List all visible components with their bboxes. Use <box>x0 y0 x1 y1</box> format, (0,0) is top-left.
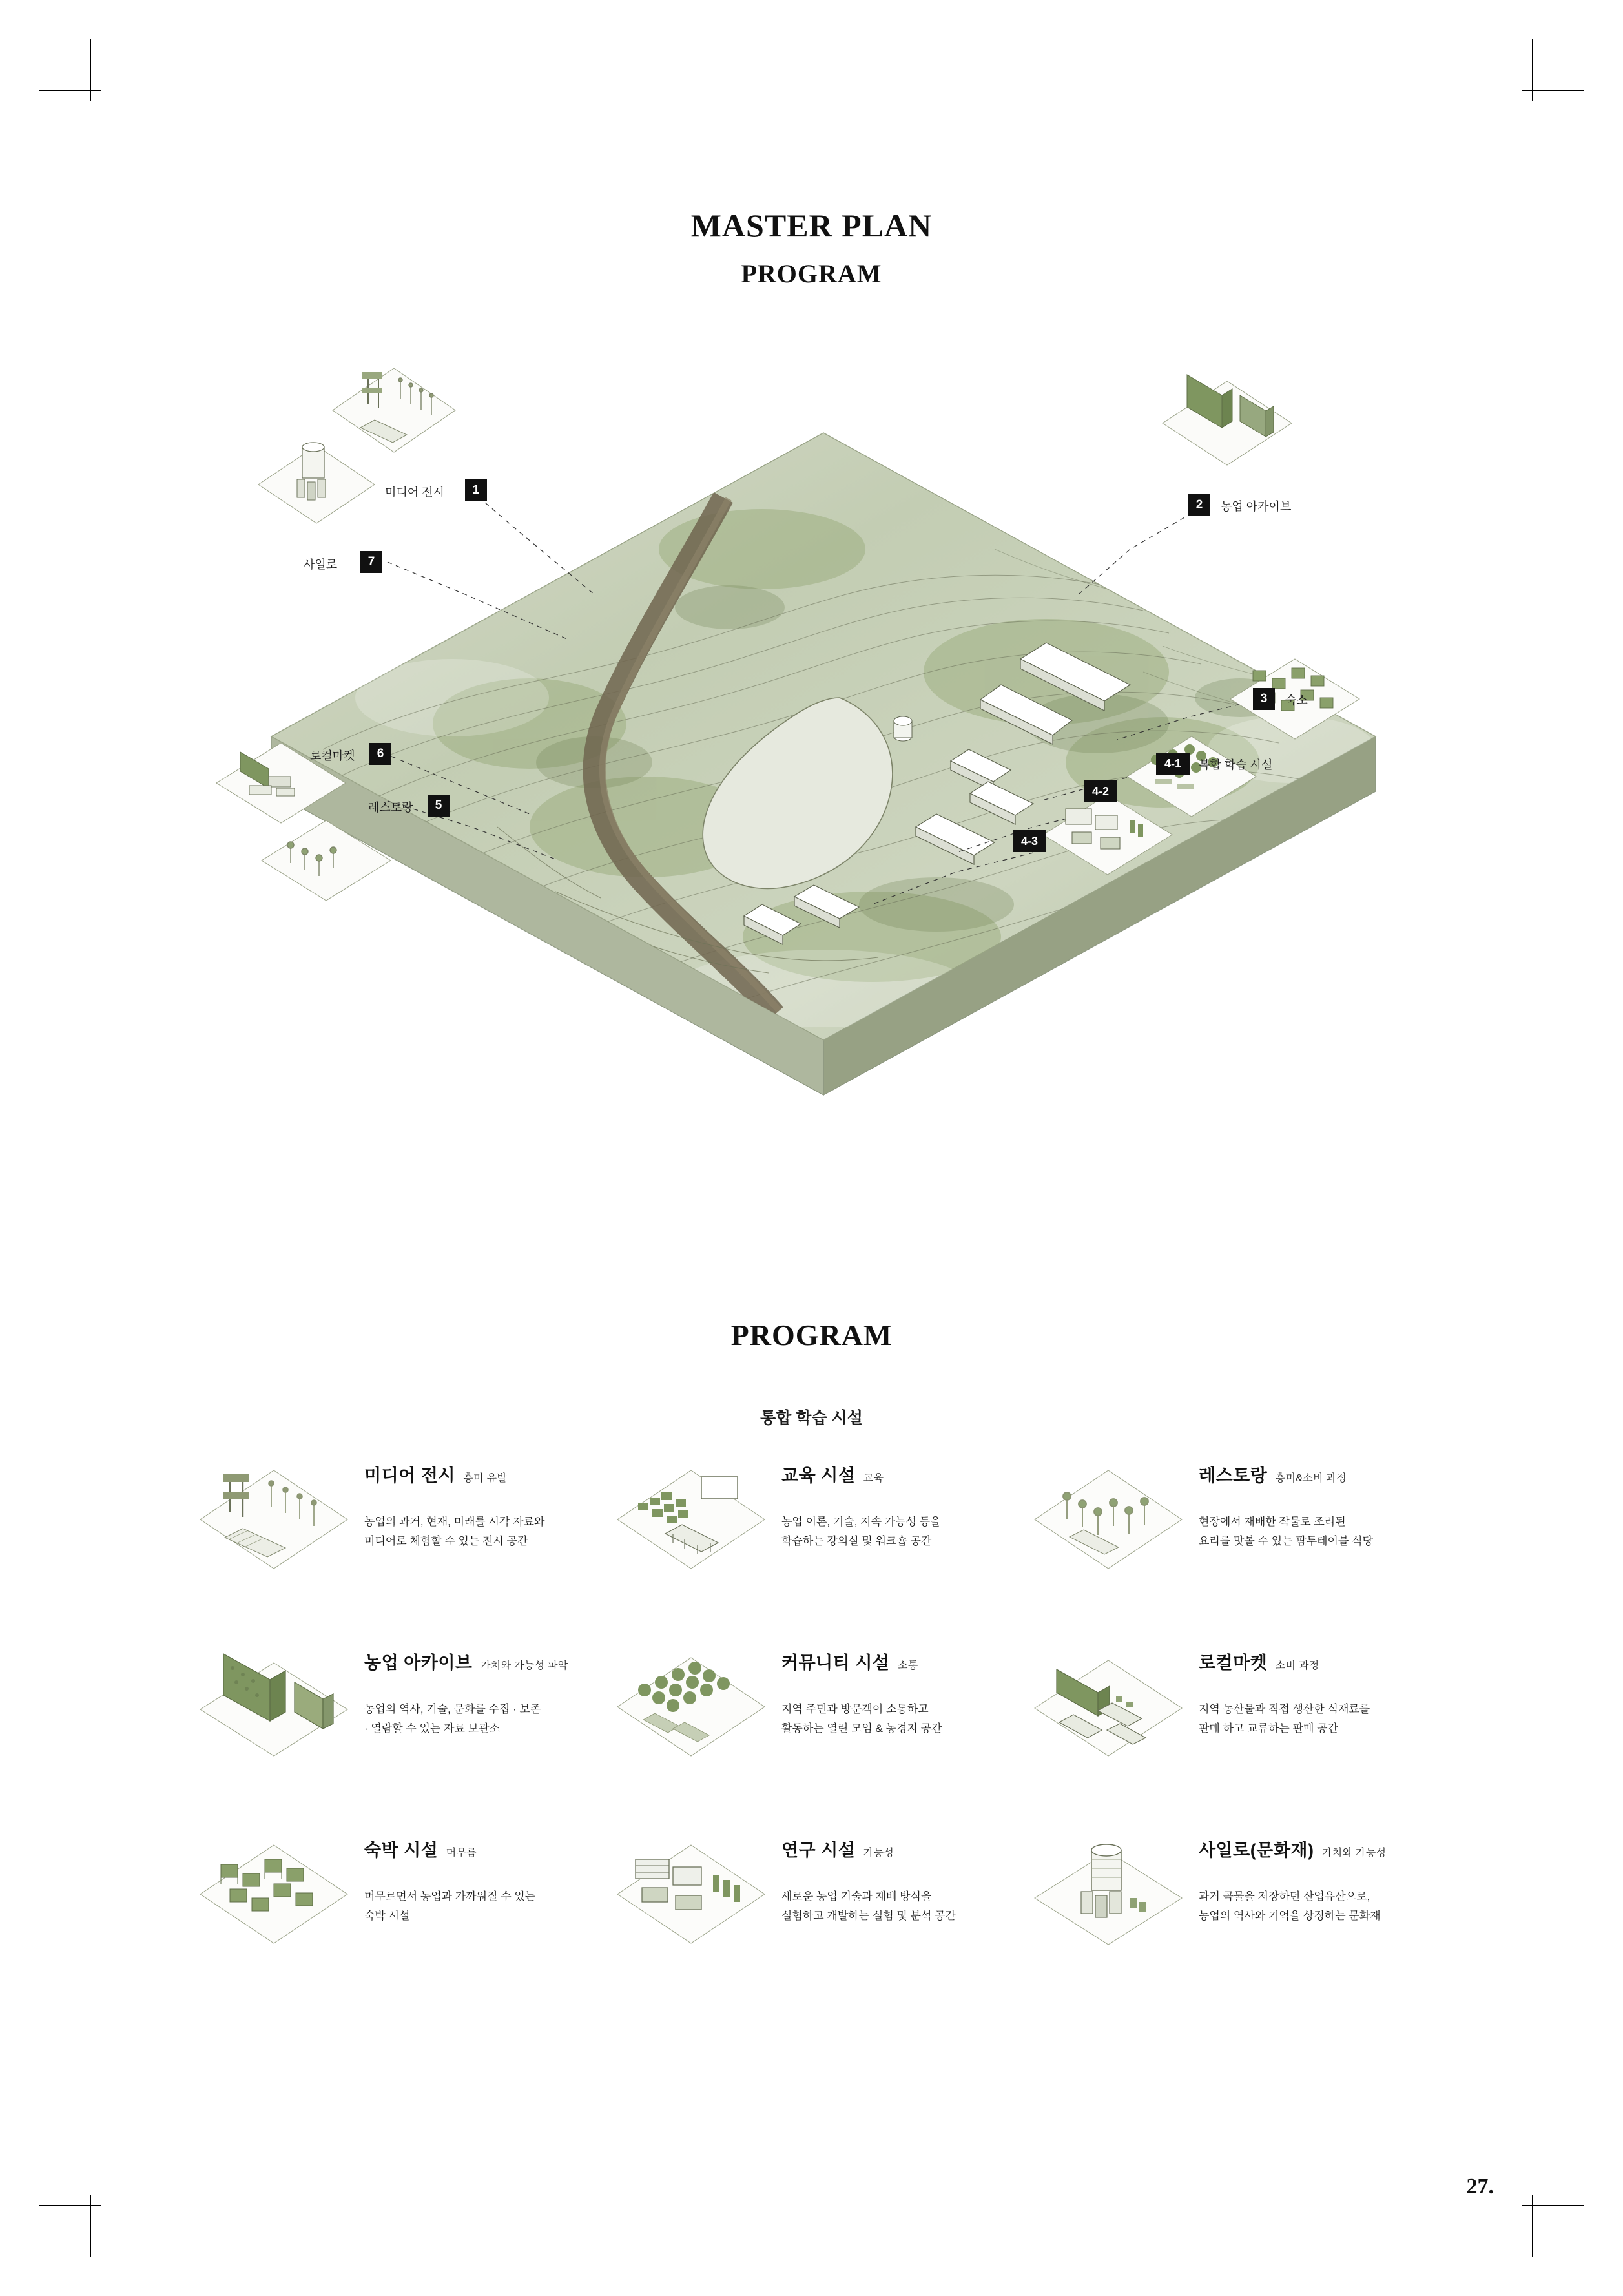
program-desc-line: 현장에서 재배한 작물로 조리된 <box>1199 1516 1346 1528</box>
crop-mark-bottom-right-h <box>1522 2205 1584 2206</box>
program-cell-media-exhibition <box>187 1447 605 1594</box>
program-desc-line: 숙박 시설 <box>364 1909 410 1922</box>
callout-6[interactable]: 6 <box>369 743 391 765</box>
program-cell-education-facility <box>605 1447 1022 1594</box>
program-title: 숙박 시설 <box>364 1841 439 1860</box>
program-title: 사일로(문화재) <box>1199 1841 1314 1860</box>
callout-label-4-1: 복합 학습 시설 <box>1199 758 1273 771</box>
program-desc-line: 활동하는 열린 모임 & 농경지 공간 <box>781 1722 942 1735</box>
crop-mark-bottom-left-h <box>39 2205 101 2206</box>
program-text-community-facility <box>778 1634 1014 1738</box>
callout-label-2: 농업 아카이브 <box>1221 500 1292 513</box>
program-cell-agriculture-archive <box>187 1634 605 1782</box>
program-keyword: 가치와 가능성 <box>1321 1848 1387 1859</box>
program-keyword: 교육 <box>863 1473 884 1484</box>
page-title-master-plan: MASTER PLAN <box>690 207 933 244</box>
silo-heritage-icon <box>1022 1822 1195 1969</box>
program-text-accommodation <box>360 1822 597 1926</box>
program-desc-line: 요리를 맛볼 수 있는 팜투테이블 식당 <box>1199 1534 1373 1547</box>
program-title: 미디어 전시 <box>364 1466 455 1485</box>
program-description <box>781 1700 1014 1738</box>
program-description <box>781 1887 1014 1926</box>
program-keyword: 가능성 <box>863 1848 894 1859</box>
local-market-icon <box>1022 1634 1195 1782</box>
crop-mark-top-right-v <box>1532 39 1533 101</box>
callout-4-3[interactable]: 4-3 <box>1013 830 1046 852</box>
callout-4-1[interactable]: 4-1 <box>1156 753 1190 775</box>
program-desc-line: 판매 하고 교류하는 판매 공간 <box>1199 1722 1338 1735</box>
program-row-3 <box>187 1822 1440 1969</box>
agriculture-archive-icon <box>187 1634 360 1782</box>
program-desc-line: 새로운 농업 기술과 재배 방식을 <box>781 1890 932 1903</box>
program-keyword: 머무름 <box>446 1848 477 1859</box>
program-keyword: 소통 <box>897 1660 918 1671</box>
program-cell-accommodation <box>187 1822 605 1969</box>
restaurant-icon <box>1022 1447 1195 1594</box>
accommodation-icon <box>187 1822 360 1969</box>
program-title: 농업 아카이브 <box>364 1653 473 1673</box>
program-description <box>364 1700 597 1738</box>
program-desc-line: · 열람할 수 있는 자료 보관소 <box>364 1722 500 1735</box>
program-text-restaurant <box>1195 1447 1431 1551</box>
program-desc-line: 농업의 역사와 기억을 상징하는 문화재 <box>1199 1909 1381 1922</box>
program-description <box>1199 1700 1431 1738</box>
program-keyword: 흥미 유발 <box>463 1473 508 1484</box>
program-row-2 <box>187 1634 1440 1782</box>
program-row-1 <box>187 1447 1440 1594</box>
media-exhibition-icon <box>187 1447 360 1594</box>
callout-2[interactable]: 2 <box>1188 494 1210 516</box>
program-description <box>364 1887 597 1926</box>
program-cell-community-facility <box>605 1634 1022 1782</box>
callout-label-5: 레스토랑 <box>368 801 413 814</box>
section-title-program: PROGRAM <box>730 1319 893 1352</box>
program-cell-research-facility <box>605 1822 1022 1969</box>
master-plan-diagram <box>194 336 1453 1240</box>
program-grid <box>187 1447 1440 2009</box>
page-subtitle-program: PROGRAM <box>741 259 882 288</box>
program-desc-line: 지역 주민과 방문객이 소통하고 <box>781 1703 929 1715</box>
program-keyword: 가치와 가능성 파악 <box>480 1660 568 1671</box>
callout-label-6: 로컬마켓 <box>310 749 355 762</box>
program-keyword: 소비 과정 <box>1275 1660 1319 1671</box>
program-description <box>364 1512 597 1551</box>
education-facility-icon <box>605 1447 778 1594</box>
callout-label-3: 숙소 <box>1285 694 1308 707</box>
program-title: 연구 시설 <box>781 1841 856 1860</box>
callout-4-2[interactable]: 4-2 <box>1084 780 1117 802</box>
program-text-media-exhibition <box>360 1447 597 1551</box>
program-desc-line: 지역 농산물과 직접 생산한 식재료를 <box>1199 1703 1370 1715</box>
program-desc-line: 미디어로 체험할 수 있는 전시 공간 <box>364 1534 528 1547</box>
program-cell-restaurant <box>1022 1447 1439 1594</box>
page-number: 27. <box>1466 2175 1494 2198</box>
program-desc-line: 머무르면서 농업과 가까워질 수 있는 <box>364 1890 536 1903</box>
program-description <box>781 1512 1014 1551</box>
program-desc-line: 실험하고 개발하는 실험 및 분석 공간 <box>781 1909 956 1922</box>
program-title: 레스토랑 <box>1199 1466 1268 1485</box>
thumb-agriculture-archive <box>1150 355 1305 478</box>
program-keyword: 흥미&소비 과정 <box>1275 1473 1347 1484</box>
program-title: 로컬마켓 <box>1199 1653 1268 1673</box>
program-text-agriculture-archive <box>360 1634 597 1738</box>
program-text-education-facility <box>778 1447 1014 1551</box>
program-desc-line: 농업의 역사, 기술, 문화를 수집 · 보존 <box>364 1703 541 1715</box>
crop-mark-top-left-v <box>90 39 91 101</box>
research-facility-icon <box>605 1822 778 1969</box>
callout-1[interactable]: 1 <box>465 479 487 501</box>
program-title: 커뮤니티 시설 <box>781 1653 890 1673</box>
program-title: 교육 시설 <box>781 1466 856 1485</box>
program-desc-line: 농업의 과거, 현재, 미래를 시각 자료와 <box>364 1516 545 1528</box>
callout-3[interactable]: 3 <box>1253 688 1275 710</box>
crop-mark-top-right-h <box>1522 90 1584 91</box>
program-text-silo-heritage <box>1195 1822 1431 1926</box>
program-description <box>1199 1512 1431 1551</box>
program-desc-line: 농업 이론, 기술, 지속 가능성 등을 <box>781 1516 941 1528</box>
program-desc-line: 학습하는 강의실 및 워크숍 공간 <box>781 1534 932 1547</box>
program-cell-silo-heritage <box>1022 1822 1439 1969</box>
section-subtitle-integrated-facility: 통합 학습 시설 <box>760 1409 863 1427</box>
thumb-restaurant <box>252 801 400 917</box>
program-desc-line: 과거 곡물을 저장하던 산업유산으로, <box>1199 1890 1370 1903</box>
callout-label-7: 사일로 <box>304 558 338 571</box>
thumb-silo <box>245 420 388 543</box>
crop-mark-top-left-h <box>39 90 101 91</box>
callout-5[interactable]: 5 <box>428 795 450 817</box>
program-cell-local-market <box>1022 1634 1439 1782</box>
callout-7[interactable]: 7 <box>360 551 382 573</box>
program-description <box>1199 1887 1431 1926</box>
program-text-research-facility <box>778 1822 1014 1926</box>
community-facility-icon <box>605 1634 778 1782</box>
program-text-local-market <box>1195 1634 1431 1738</box>
callout-label-1: 미디어 전시 <box>385 486 444 499</box>
